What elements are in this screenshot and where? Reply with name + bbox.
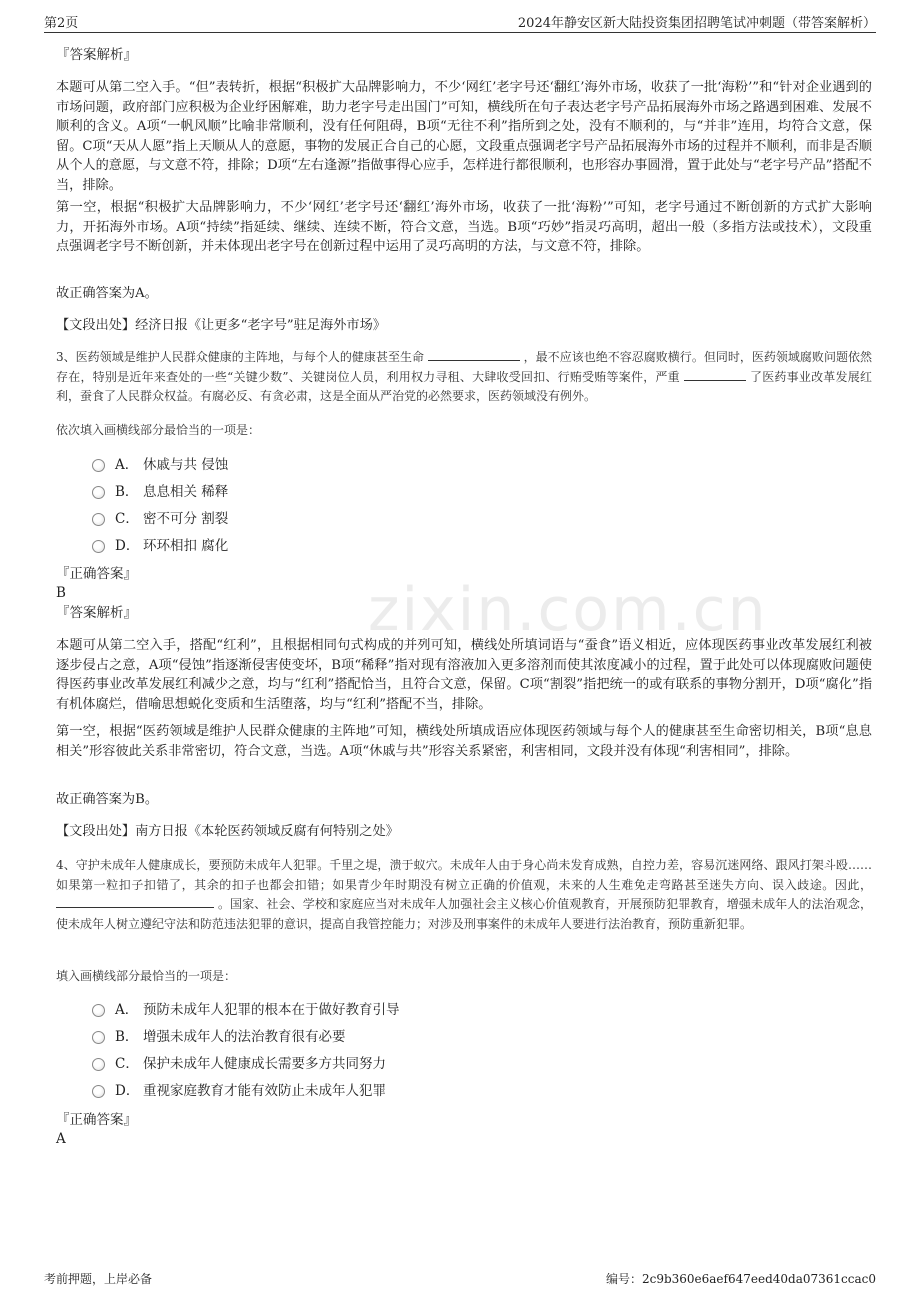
document-id: 编号：2c9b360e6aef647eed40da07361ccac0	[605, 1272, 876, 1286]
watermark: zixin.com.cn	[368, 575, 768, 645]
q3-stem	[56, 348, 872, 407]
footer-slogan: 考前押题，上岸必备	[44, 1272, 153, 1286]
q4-option-d[interactable]: D． 重视家庭教育才能有效防止未成年人犯罪	[92, 1080, 386, 1102]
radio-button[interactable]	[92, 1031, 105, 1044]
q4-option-c[interactable]: C． 保护未成年人健康成长需要多方共同努力	[92, 1053, 386, 1075]
radio-button[interactable]	[92, 486, 105, 499]
document-title: 2024年静安区新大陆投资集团招聘笔试冲刺题（带答案解析）	[517, 16, 876, 31]
q3-source: 【文段出处】南方日报《本轮医药领域反腐有何特别之处》	[56, 824, 399, 839]
q4-prompt: 填入画横线部分最恰当的一项是：	[56, 969, 237, 983]
radio-button[interactable]	[92, 1085, 105, 1098]
radio-button[interactable]	[92, 459, 105, 472]
blank-2	[684, 368, 746, 381]
q3-correct-answer: B	[56, 585, 66, 601]
radio-button[interactable]	[92, 1004, 105, 1017]
q3-option-c[interactable]: C． 密不可分 割裂	[92, 508, 228, 530]
blank-1	[56, 895, 214, 908]
q3-analysis-label: 『答案解析』	[56, 605, 137, 621]
page-number: 第2页	[44, 16, 79, 31]
radio-button[interactable]	[92, 513, 105, 526]
q4-correct-answer: A	[56, 1131, 66, 1147]
q3-option-b[interactable]: B． 息息相关 稀释	[92, 481, 228, 503]
q2-source: 【文段出处】经济日报《让更多“老字号”驻足海外市场》	[56, 318, 386, 333]
q3-stem-part-1: 3、医药领域是维护人民群众健康的主阵地，与每个人的健康甚至生命	[56, 350, 424, 364]
q4-stem-part-2: 。国家、社会、学校和家庭应当对未成年人加强社会主义核心价值观教育，开展预防犯罪教育，增强未成年人的法治观念，使未成年人树立遵纪守法和防范违法犯罪的意识，提高自我管控能力；对涉及刑事案件的未成年人要进行法治教育，预防重新犯罪。	[56, 897, 872, 931]
q3-analysis-para-1: 本题可从第二空入手，搭配“红利”，且根据相同句式构成的并列可知，横线处所填词语与“蚕食”语义相近，应体现医药事业改革发展红利被逐步侵占之意，A项“侵蚀”指逐渐侵害使变坏，B项“稀释”指对现有溶液加入更多溶剂而使其浓度减小的过程，置于此处可以体现腐败问题使得医药事业改革发展红利减少之意，均与“红利”搭配恰当，且符合文意，保留。C项“割裂”指把统一的或有联系的事物分割开，D项“腐化”指有机体腐烂，借喻思想蜕化变质和生活堕落，均与“红利”搭配不当，排除。	[56, 638, 872, 712]
q3-analysis-para-2: 第一空，根据“医药领域是维护人民群众健康的主阵地”可知，横线处所填成语应体现医药领域与每个人的健康甚至生命密切相关，B项“息息相关”形容彼此关系非常密切，符合文意，当选。A项“休戚与共”形容关系紧密，利害相同，文段并没有体现“利害相同”，排除。	[56, 724, 872, 759]
radio-button[interactable]	[92, 1058, 105, 1071]
q3-correct-label: 『正确答案』	[56, 566, 137, 582]
q3-stem-part-3: 了医药事业改革发展红利，蚕食了人民群众权益。有腐必反、有贪必肃，这是全面从严治党的必然要求，医药领域没有例外。	[56, 369, 872, 403]
q2-analysis-label: 『答案解析』	[56, 47, 137, 63]
q3-option-a[interactable]: A． 休戚与共 侵蚀	[92, 454, 228, 476]
q3-prompt: 依次填入画横线部分最恰当的一项是：	[56, 423, 261, 437]
q2-answer: 故正确答案为A。	[56, 286, 158, 301]
q2-analysis-para-1: 本题可从第二空入手。“但”表转折，根据“积极扩大品牌影响力，不少‘网红’老字号还‘翻红’海外市场，收获了一批‘海粉’”和“针对企业遇到的市场问题，政府部门应积极为企业纾困解难，助力老字号走出国门”可知，横线所在句子表达老字号产品拓展海外市场之路遇到困难、发展不顺利的含义。A项“一帆风顺”比喻非常顺利，没有任何阻碍，B项“无往不利”指所到之处，没有不顺利的，与“并非”连用，均符合文意，保留。C项“天从人愿”指上天顺从人的意愿，事物的发展正合自己的心愿，文段重点强调老字号产品拓展海外市场的过程并不顺利，而非是否顺从个人的意愿，与文意不符，排除；D项“左右逢源”指做事得心应手，怎样进行都很顺利，也形容办事圆滑，置于此处与“老字号产品”搭配不当，排除。	[56, 80, 872, 193]
page-footer	[44, 1270, 876, 1287]
q3-option-d[interactable]: D． 环环相扣 腐化	[92, 535, 228, 557]
q4-option-b[interactable]: B． 增强未成年人的法治教育很有必要	[92, 1026, 346, 1048]
radio-button[interactable]	[92, 540, 105, 553]
q4-stem	[56, 856, 872, 934]
q2-analysis-para-2: 第一空，根据“积极扩大品牌影响力，不少‘网红’老字号还‘翻红’海外市场，收获了一批‘海粉’”可知，老字号通过不断创新的方式扩大影响力，开拓海外市场。A项“持续”指延续、继续、连续不断，符合文意，当选。B项“巧妙”指灵巧高明，超出一般（多指方法或技术），文段重点强调老字号不断创新，并未体现出老字号在创新过程中运用了灵巧高明的方法，与文意不符，排除。	[56, 200, 872, 254]
q4-option-a[interactable]: A． 预防未成年人犯罪的根本在于做好教育引导	[92, 999, 400, 1021]
q4-correct-label: 『正确答案』	[56, 1112, 137, 1128]
q3-stem-part-2: ，最不应该也绝不容忍腐败横行。但同时，医药领域腐败问题依然存在，特别是近年来查处的一些“关键少数”、关键岗位人员，利用权力寻租、大肆收受回扣、行贿受贿等案件，严重	[56, 350, 872, 384]
q3-answer: 故正确答案为B。	[56, 792, 159, 807]
blank-1	[428, 348, 520, 361]
page-header	[44, 10, 876, 33]
q4-stem-part-1: 4、守护未成年人健康成长，要预防未成年人犯罪。千里之堤，溃于蚁穴。未成年人由于身心尚未发育成熟，自控力差，容易沉迷网络、跟风打架斗殴……如果第一粒扣子扣错了，其余的扣子也都会扣错；如果青少年时期没有树立正确的价值观，未来的人生难免走弯路甚至迷失方向、误入歧途。因此，	[56, 858, 872, 892]
